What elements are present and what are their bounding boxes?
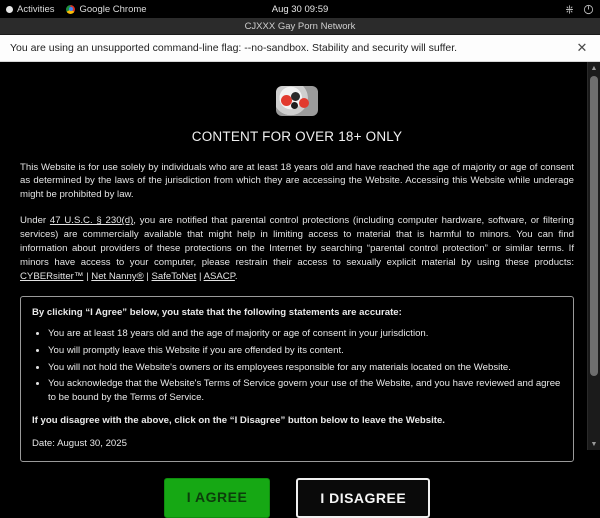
activities-label: Activities (17, 3, 55, 15)
power-icon[interactable] (583, 4, 594, 15)
page-scrollbar[interactable] (587, 62, 600, 450)
list-item: • You acknowledge that the Website's Terms of Service govern your use of the Website, and you have reviewed and agree to be bound by the Terms of Service. (48, 377, 562, 405)
agreement-lead: By clicking “I Agree” below, you state that the following statements are accurate: (32, 306, 402, 318)
disagree-button[interactable]: I DISAGREE (296, 478, 430, 518)
sep-2: | (143, 270, 152, 282)
paragraph-age: This Website is for use solely by individuals who are at least 18 years old and have reached the age of majority or age of consent as determined by the laws of the jurisdiction from which they are accessing the Website. Accessing this Website while underage might be prohibited by law. (20, 161, 574, 201)
browser-viewport (0, 62, 600, 507)
scrollbar-thumb[interactable] (590, 76, 598, 376)
sep-1: | (83, 270, 92, 282)
para2-pre: Under (20, 215, 50, 227)
activities-dot-icon (6, 6, 13, 13)
list-item: • You will not hold the Website's owners or its employees responsible for any materials located on the Website. (48, 361, 562, 375)
agreement-bullet-list (32, 327, 562, 406)
filter-link-asacp[interactable]: ASACP (203, 270, 235, 282)
chrome-app-menu[interactable] (66, 4, 146, 15)
disagree-instruction: If you disagree with the above, click on the “I Disagree” button below to leave the Website. (32, 415, 445, 427)
filter-link-cybersitter[interactable]: CYBERsitter™ (20, 270, 84, 282)
page-title: CONTENT FOR OVER 18+ ONLY (191, 129, 403, 144)
sep-3: | (196, 270, 204, 282)
list-item: • You are at least 18 years old and the age of majority or age of consent in your jurisdiction. (48, 327, 562, 341)
filter-link-safetonet[interactable]: SafeToNet (151, 270, 197, 282)
window-titlebar (0, 18, 600, 35)
age-verification-page (0, 62, 600, 507)
paragraph-parental-controls (20, 214, 574, 284)
chrome-app-label: Google Chrome (79, 3, 147, 15)
scroll-up-icon[interactable]: ▲ (590, 64, 598, 72)
agreement-box (20, 296, 574, 462)
button-row (20, 478, 574, 518)
clock[interactable]: Aug 30 09:59 (271, 3, 329, 15)
para2-mid: , you are notified that parental control protections (including computer hardware, software, or filtering services) are commercially available that might help in limiting access to material that is harmful to minors. You can find information about providers of these protections on the Internet by searching “parental control protection” or similar terms. If minors have access to your computer, please restrain their access to sexually explicit material by using these products: (20, 215, 574, 268)
agree-button[interactable]: I AGREE (164, 478, 271, 518)
close-icon[interactable]: ✕ (576, 40, 588, 55)
infobar-message: You are using an unsupported command-line flag: --no-sandbox. Stability and security will suffer. (10, 42, 458, 54)
window-title: CJXXX Gay Porn Network (244, 20, 356, 32)
site-logo-wrap (20, 86, 574, 116)
gnome-top-bar (0, 0, 600, 18)
statute-link[interactable]: 47 U.S.C. § 230(d) (49, 215, 134, 227)
agreement-date: Date: August 30, 2025 (32, 438, 127, 450)
filter-link-netnanny[interactable]: Net Nanny® (91, 270, 144, 282)
site-logo-icon (276, 86, 318, 116)
network-icon[interactable] (564, 4, 575, 15)
chrome-infobar (0, 35, 600, 62)
para2-end: . (234, 270, 238, 282)
scroll-down-icon[interactable]: ▼ (590, 440, 598, 448)
chrome-icon (66, 5, 75, 14)
activities-button[interactable] (6, 4, 54, 15)
list-item: • You will promptly leave this Website if you are offended by its content. (48, 344, 562, 358)
